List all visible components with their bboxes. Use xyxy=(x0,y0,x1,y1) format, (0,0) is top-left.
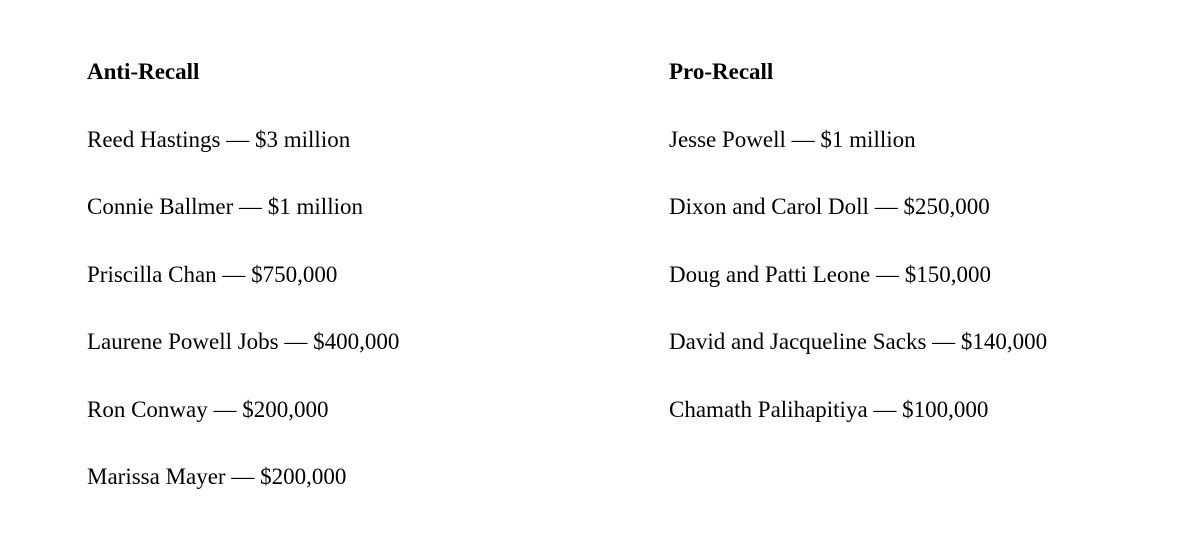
donor-entry: Laurene Powell Jobs — $400,000 xyxy=(87,329,400,355)
anti-recall-donor-list xyxy=(87,124,399,493)
donor-entry: Dixon and Carol Doll — $250,000 xyxy=(669,194,990,220)
anti-recall-column xyxy=(87,56,399,528)
donor-entry: Ron Conway — $200,000 xyxy=(87,396,329,422)
pro-recall-donor-list xyxy=(669,124,1047,426)
donor-entry: Jesse Powell — $1 million xyxy=(669,127,916,152)
pro-recall-heading: Pro-Recall xyxy=(669,59,774,84)
donor-entry: Chamath Palihapitiya — $100,000 xyxy=(669,396,989,422)
donor-entry: Reed Hastings — $3 million xyxy=(87,127,351,152)
donor-entry: Doug and Patti Leone — $150,000 xyxy=(669,261,991,287)
donor-entry: Marissa Mayer — $200,000 xyxy=(87,463,347,489)
pro-recall-column xyxy=(669,56,1047,461)
donor-entry: David and Jacqueline Sacks — $140,000 xyxy=(669,329,1048,355)
donor-entry: Priscilla Chan — $750,000 xyxy=(87,261,338,287)
donor-entry: Connie Ballmer — $1 million xyxy=(87,194,363,220)
anti-recall-heading: Anti-Recall xyxy=(87,59,200,84)
